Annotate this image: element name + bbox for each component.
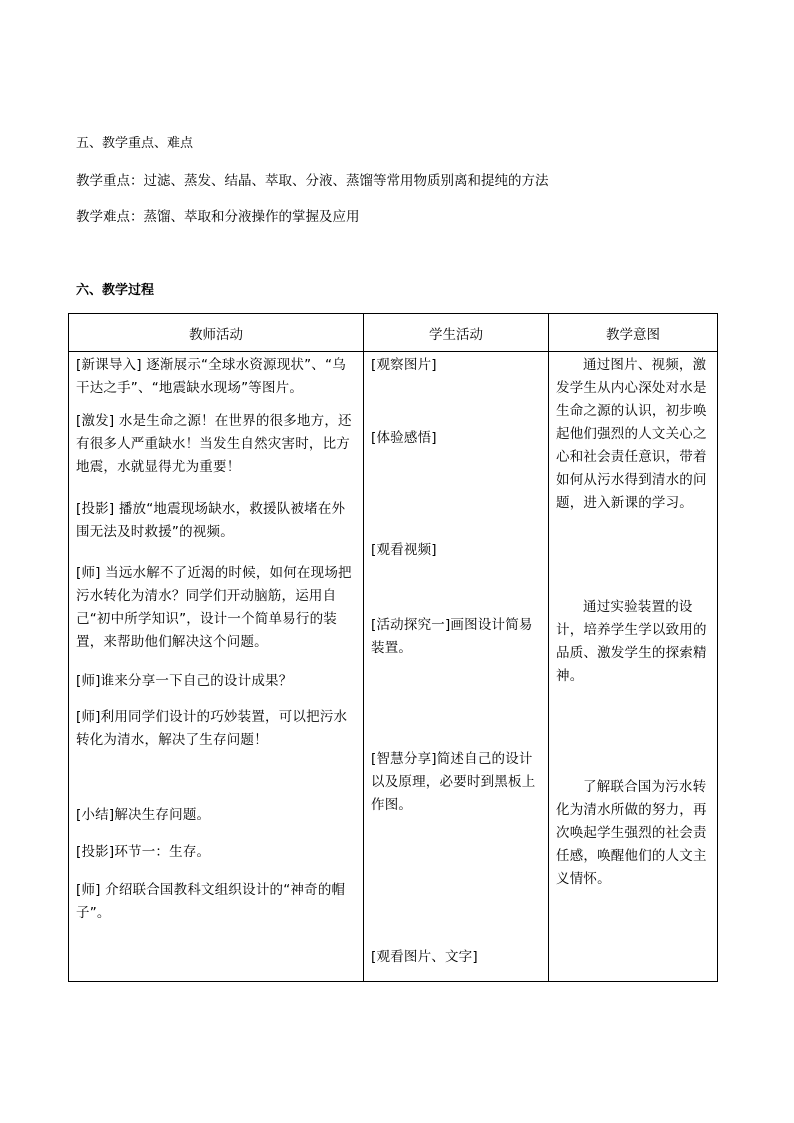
table-header-row (69, 314, 718, 352)
section5-title: 五、教学重点、难点 (76, 136, 194, 151)
student-step-watch-video: [观看视频] (371, 542, 437, 558)
teacher-activity-cell (69, 352, 364, 982)
header-teacher-activity: 教师活动 (69, 314, 364, 352)
teacher-step-inspire: [激发] 水是生命之源！在世界的很多地方，还有很多人严重缺水！当发生自然灾害时，比方地震，水就显得尤为重要！ (76, 413, 352, 475)
student-step-share: [智慧分享]简述自己的设计以及原理，必要时到黑板上作图。 (371, 751, 536, 813)
header-teaching-intent: 教学意图 (549, 314, 718, 352)
teacher-step-solve: [师]利用同学们设计的巧妙装置，可以把污水转化为清水，解决了生存问题！ (76, 709, 348, 748)
key-points-text: 教学重点：过滤、蒸发、结晶、萃取、分液、蒸馏等常用物质别离和提纯的方法 (76, 173, 549, 189)
intent-design: 通过实验装置的设计，培养学生学以致用的品质、激发学生的探索精神。 (556, 599, 707, 684)
teacher-step-projection: [投影]环节一：生存。 (76, 844, 211, 860)
section6-title: 六、教学过程 (76, 283, 155, 298)
student-step-experience: [体验感悟] (371, 430, 437, 446)
teacher-step-video: [投影] 播放“地震现场缺水，救援队被堵在外围无法及时救援”的视频。 (76, 501, 346, 540)
student-step-view-text: [观看图片、文字] (371, 949, 478, 965)
difficulties-text: 教学难点：蒸馏、萃取和分液操作的掌握及应用 (76, 209, 360, 225)
student-step-observe: [观察图片] (371, 357, 437, 373)
teaching-process-table (68, 313, 718, 982)
intent-un-efforts: 了解联合国为污水转化为清水所做的努力，再次唤起学生强烈的社会责任感，唤醒他们的人文主义情怀。 (556, 779, 707, 887)
teacher-step-intro: [新课导入] 逐渐展示“全球水资源现状”、“乌干达之手”、“地震缺水现场”等图片。 (76, 357, 346, 396)
table-row (69, 352, 718, 982)
intent-motivation: 通过图片、视频，激发学生从内心深处对水是生命之源的认识，初步唤起他们强烈的人文关心之心和社会责任意识，带着如何从污水得到清水的问题，进入新课的学习。 (556, 357, 707, 511)
teacher-step-share: [师]谁来分享一下自己的设计成果？ (76, 673, 293, 689)
header-student-activity: 学生活动 (364, 314, 549, 352)
teacher-step-design-task: [师] 当远水解不了近渴的时候，如何在现场把污水转化为清水？同学们开动脑筋，运用自己“初中所学知识”，设计一个简单易行的装置，来帮助他们解决这个问题。 (76, 565, 352, 650)
teaching-intent-cell (549, 352, 718, 982)
teacher-step-magic-hat: [师] 介绍联合国教科文组织设计的“神奇的帽子”。 (76, 882, 346, 921)
student-activity-cell (364, 352, 549, 982)
teacher-step-summary: [小结]解决生存问题。 (76, 807, 211, 823)
student-step-explore: [活动探究一]画图设计简易装置。 (371, 617, 533, 656)
